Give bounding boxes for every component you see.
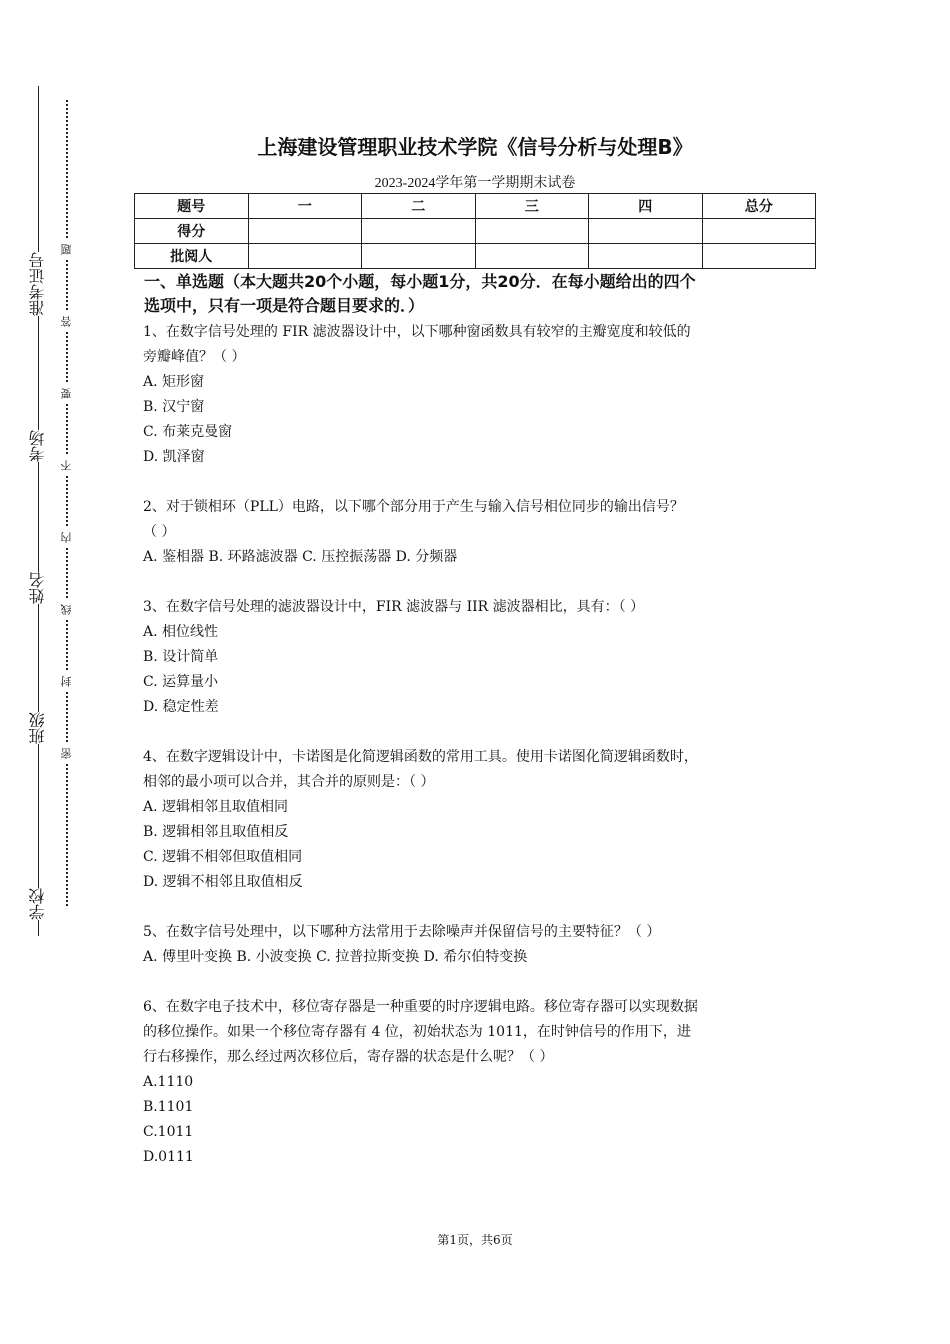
question-spacer xyxy=(143,470,813,495)
binding-warning-char: 不 xyxy=(58,456,76,475)
page-footer: 第1页，共6页 xyxy=(437,1233,513,1247)
class-field-label: 班级 xyxy=(14,712,62,744)
question-4 xyxy=(143,745,813,895)
question-3 xyxy=(143,595,813,720)
section-heading xyxy=(144,270,813,318)
name-field-label: 姓名 xyxy=(14,572,62,604)
reviewer-cell xyxy=(589,244,703,269)
question-stem-line: 相邻的最小项可以合并，其合并的原则是：（ ） xyxy=(143,774,435,790)
binding-warning-char: 线 xyxy=(58,600,76,619)
question-option: C. 运算量小 xyxy=(143,674,219,690)
question-option: A. 相位线性 xyxy=(143,624,219,640)
question-option: A.1110 xyxy=(143,1074,194,1090)
score-cell xyxy=(475,219,589,244)
question-option: B.1101 xyxy=(143,1099,194,1115)
binding-warning-char: 密 xyxy=(58,744,76,763)
score-table-header-cell: 四 xyxy=(589,194,703,219)
question-spacer xyxy=(143,720,813,745)
score-table-header-cell: 总分 xyxy=(702,194,816,219)
question-spacer xyxy=(143,570,813,595)
binding-warning-char: 封 xyxy=(58,672,76,691)
question-option: A. 矩形窗 xyxy=(143,374,205,390)
question-option: B. 设计简单 xyxy=(143,649,219,665)
question-stem-line: 3、在数字信号处理的滤波器设计中，FIR 滤波器与 IIR 滤波器相比，具有：（ ） xyxy=(143,599,645,615)
question-spacer xyxy=(143,970,813,995)
binding-warning-char: 题 xyxy=(58,240,76,259)
question-option: B. 汉宁窗 xyxy=(143,399,205,415)
reviewer-cell xyxy=(475,244,589,269)
question-stem-line: 6、在数字电子技术中，移位寄存器是一种重要的时序逻辑电路。移位寄存器可以实现数据 xyxy=(143,999,698,1015)
binding-warning-char: 答 xyxy=(58,312,76,331)
score-table-header-cell: 题号 xyxy=(135,194,249,219)
question-spacer xyxy=(143,895,813,920)
question-stem-line: 1、在数字信号处理的 FIR 滤波器设计中，以下哪种窗函数具有较窄的主瓣宽度和较低的 xyxy=(143,324,691,340)
section-heading-line: 一、单选题（本大题共20个小题，每小题1分，共20分．在每小题给出的四个 xyxy=(144,272,696,291)
question-5 xyxy=(143,920,813,970)
question-option: D. 逻辑不相邻且取值相反 xyxy=(143,874,303,890)
exam-number-field-label: 准考证号 xyxy=(14,252,62,316)
question-stem-line: 旁瓣峰值？（ ） xyxy=(143,349,246,365)
score-cell xyxy=(248,219,362,244)
binding-margin xyxy=(0,0,100,1344)
score-table-header-row xyxy=(135,194,816,219)
question-option: A. 鉴相器 B. 环路滤波器 C. 压控振荡器 D. 分频器 xyxy=(143,549,458,565)
question-1 xyxy=(143,320,813,470)
question-stem-line: 行右移操作，那么经过两次移位后，寄存器的状态是什么呢？（ ） xyxy=(143,1049,554,1065)
binding-solid-line xyxy=(38,86,39,936)
exam-subtitle: 2023-2024学年第一学期期末试卷 xyxy=(374,176,576,191)
binding-warning-char: 要 xyxy=(58,384,76,403)
question-6 xyxy=(143,995,813,1170)
question-stem-line: （ ） xyxy=(143,524,176,540)
question-option: D. 稳定性差 xyxy=(143,699,219,715)
binding-warning-char: 内 xyxy=(58,528,76,547)
question-stem-line: 的移位操作。如果一个移位寄存器有 4 位，初始状态为 1011，在时钟信号的作用下，进 xyxy=(143,1024,691,1040)
question-option: C.1011 xyxy=(143,1124,194,1140)
question-option: A. 逻辑相邻且取值相同 xyxy=(143,799,289,815)
question-option: C. 布莱克曼窗 xyxy=(143,424,233,440)
question-2 xyxy=(143,495,813,570)
score-table-header-cell: 二 xyxy=(362,194,476,219)
score-table-header-cell: 三 xyxy=(475,194,589,219)
question-option: D. 凯泽窗 xyxy=(143,449,205,465)
score-table-row xyxy=(135,219,816,244)
reviewer-row-label: 批阅人 xyxy=(135,244,249,269)
score-row-label: 得分 xyxy=(135,219,249,244)
reviewer-cell xyxy=(248,244,362,269)
score-table xyxy=(134,193,816,269)
school-field-label: 学校 xyxy=(14,888,62,920)
question-option: A. 傅里叶变换 B. 小波变换 C. 拉普拉斯变换 D. 希尔伯特变换 xyxy=(143,949,528,965)
question-option: B. 逻辑相邻且取值相反 xyxy=(143,824,289,840)
score-cell xyxy=(702,219,816,244)
score-cell xyxy=(362,219,476,244)
binding-dotted-line xyxy=(66,100,68,906)
score-table-row xyxy=(135,244,816,269)
reviewer-cell xyxy=(702,244,816,269)
exam-content xyxy=(143,270,813,1170)
question-stem-line: 5、在数字信号处理中，以下哪种方法常用于去除噪声并保留信号的主要特征？（ ） xyxy=(143,924,661,940)
exam-room-field-label: 考场 xyxy=(14,430,62,462)
section-heading-line: 选项中，只有一项是符合题目要求的．） xyxy=(144,296,425,315)
question-stem-line: 4、在数字逻辑设计中，卡诺图是化简逻辑函数的常用工具。使用卡诺图化简逻辑函数时， xyxy=(143,749,698,765)
question-stem-line: 2、对于锁相环（PLL）电路，以下哪个部分用于产生与输入信号相位同步的输出信号？ xyxy=(143,499,684,515)
score-table-header-cell: 一 xyxy=(248,194,362,219)
score-cell xyxy=(589,219,703,244)
question-option: C. 逻辑不相邻但取值相同 xyxy=(143,849,303,865)
reviewer-cell xyxy=(362,244,476,269)
question-option: D.0111 xyxy=(143,1149,194,1165)
exam-title: 上海建设管理职业技术学院《信号分析与处理B》 xyxy=(257,135,693,159)
